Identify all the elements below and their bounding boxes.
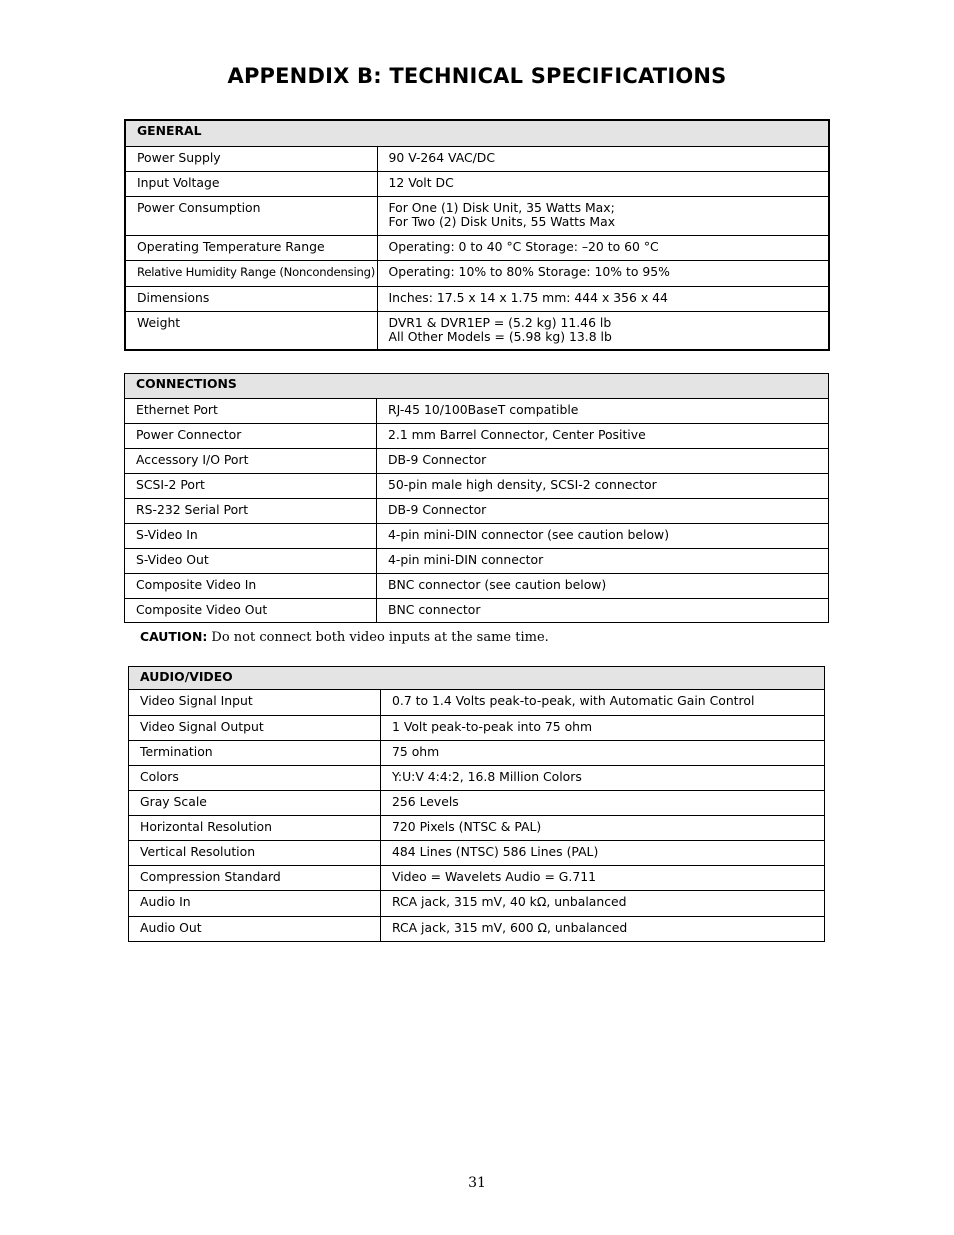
spec-value: 4-pin mini-DIN connector (see caution below) (377, 524, 829, 549)
spec-value (377, 311, 829, 350)
spec-label: Gray Scale (129, 791, 381, 816)
spec-label: Compression Standard (129, 866, 381, 891)
page-number: 31 (468, 1175, 486, 1191)
spec-label: Dimensions (125, 286, 377, 311)
spec-label: S-Video In (125, 524, 377, 549)
connections-header: CONNECTIONS (125, 374, 829, 399)
spec-value: Operating: 0 to 40 °C Storage: –20 to 60 °C (377, 235, 829, 260)
spec-value: 90 V-264 VAC/DC (377, 146, 829, 171)
spec-label: Colors (129, 766, 381, 791)
spec-value: BNC connector (377, 599, 829, 623)
spec-label: Termination (129, 741, 381, 766)
spec-value-line: All Other Models = (5.98 kg) 13.8 lb (388, 328, 612, 344)
spec-value: BNC connector (see caution below) (377, 574, 829, 599)
audio-video-spec-table (128, 666, 825, 942)
spec-value: 484 Lines (NTSC) 586 Lines (PAL) (381, 841, 825, 866)
spec-label: Weight (125, 311, 377, 350)
spec-value: Inches: 17.5 x 14 x 1.75 mm: 444 x 356 x 44 (377, 286, 829, 311)
spec-value: 4-pin mini-DIN connector (377, 549, 829, 574)
spec-label: Power Consumption (125, 196, 377, 235)
spec-value-line: DVR1 & DVR1EP = (5.2 kg) 11.46 lb (388, 314, 612, 330)
spec-label: S-Video Out (125, 549, 377, 574)
spec-label: Accessory I/O Port (125, 449, 377, 474)
caution-text: Do not connect both video inputs at the same time. (207, 630, 549, 645)
spec-label: Ethernet Port (125, 399, 377, 424)
audio-video-header: AUDIO/VIDEO (129, 667, 825, 690)
spec-value: 256 Levels (381, 791, 825, 816)
spec-value: 1 Volt peak-to-peak into 75 ohm (381, 716, 825, 741)
spec-value: 0.7 to 1.4 Volts peak-to-peak, with Automatic Gain Control (381, 690, 825, 716)
spec-label: Video Signal Output (129, 716, 381, 741)
spec-label: Audio Out (129, 917, 381, 942)
connections-spec-table (124, 373, 829, 623)
page-title: APPENDIX B: TECHNICAL SPECIFICATIONS (227, 64, 727, 88)
spec-value: 12 Volt DC (377, 171, 829, 196)
spec-value: 50-pin male high density, SCSI-2 connector (377, 474, 829, 499)
spec-value-line: For One (1) Disk Unit, 35 Watts Max; (388, 199, 615, 215)
spec-value: Operating: 10% to 80% Storage: 10% to 95% (377, 260, 829, 286)
spec-value: 720 Pixels (NTSC & PAL) (381, 816, 825, 841)
general-header: GENERAL (125, 120, 829, 146)
spec-label: Composite Video Out (125, 599, 377, 623)
spec-value: Y:U:V 4:4:2, 16.8 Million Colors (381, 766, 825, 791)
spec-label: Composite Video In (125, 574, 377, 599)
spec-value: RJ-45 10/100BaseT compatible (377, 399, 829, 424)
spec-value: DB-9 Connector (377, 449, 829, 474)
spec-label: RS-232 Serial Port (125, 499, 377, 524)
caution-note (140, 629, 549, 645)
spec-label: Operating Temperature Range (125, 235, 377, 260)
spec-label: Horizontal Resolution (129, 816, 381, 841)
spec-value: Video = Wavelets Audio = G.711 (381, 866, 825, 891)
spec-value: RCA jack, 315 mV, 40 kΩ, unbalanced (381, 891, 825, 917)
spec-label: Input Voltage (125, 171, 377, 196)
spec-label: Power Connector (125, 424, 377, 449)
spec-label: Power Supply (125, 146, 377, 171)
caution-label: CAUTION: (140, 629, 208, 644)
spec-value: 75 ohm (381, 741, 825, 766)
spec-label: Video Signal Input (129, 690, 381, 716)
spec-label: Audio In (129, 891, 381, 917)
spec-label: SCSI-2 Port (125, 474, 377, 499)
spec-value: 2.1 mm Barrel Connector, Center Positive (377, 424, 829, 449)
spec-value: RCA jack, 315 mV, 600 Ω, unbalanced (381, 917, 825, 942)
general-spec-table (124, 119, 830, 351)
spec-value: DB-9 Connector (377, 499, 829, 524)
spec-label: Vertical Resolution (129, 841, 381, 866)
spec-label: Relative Humidity Range (Noncondensing) (125, 260, 377, 286)
spec-value-line: For Two (2) Disk Units, 55 Watts Max (388, 213, 616, 229)
spec-value (377, 196, 829, 235)
